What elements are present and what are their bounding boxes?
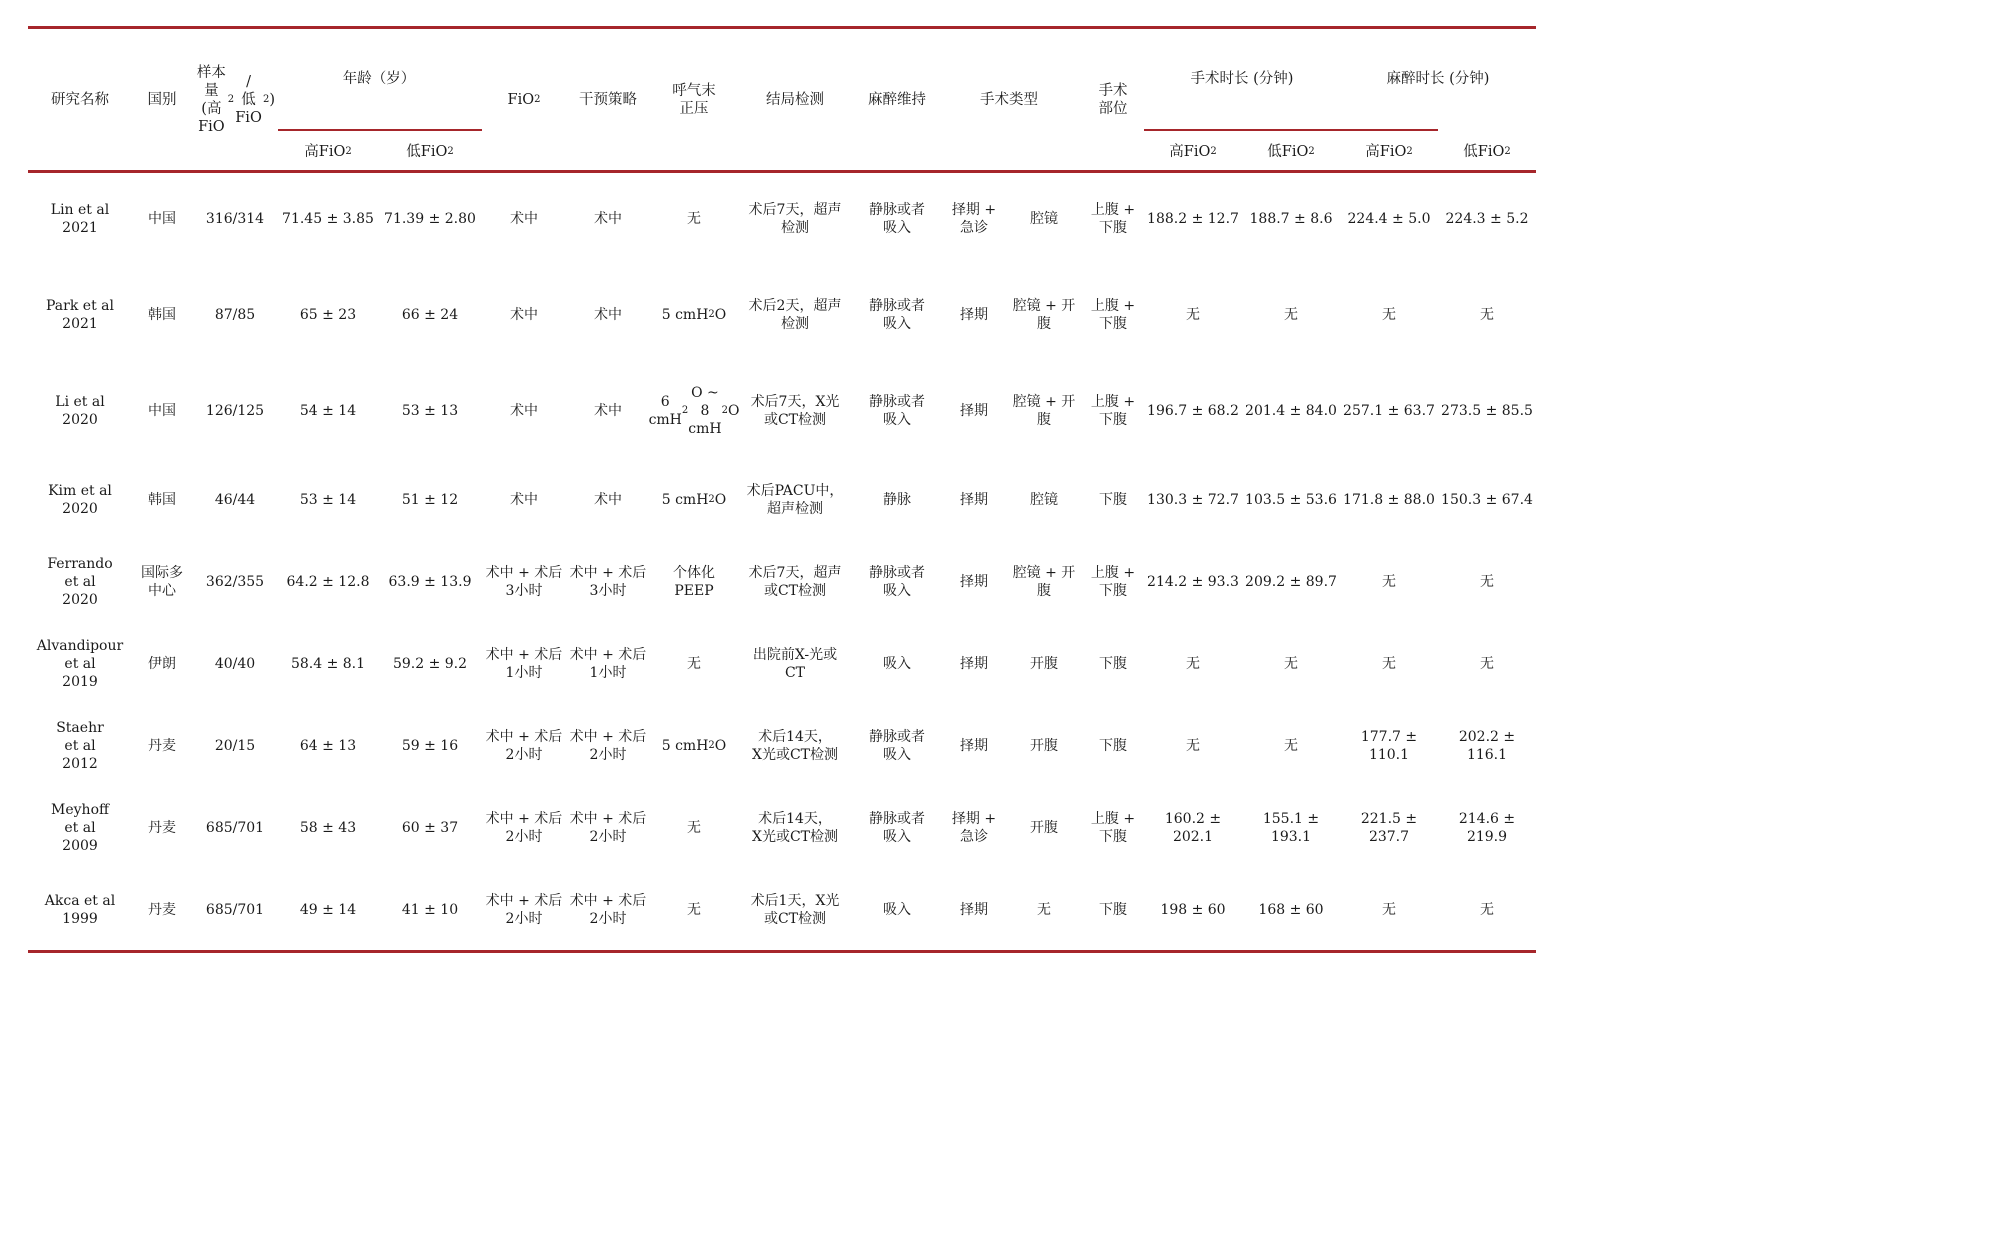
cell-age-low: 59.2 ± 9.2 <box>392 656 468 672</box>
cell-op-low: 无 <box>1284 738 1298 754</box>
cell-site: 下腹 <box>1099 902 1127 918</box>
cell-urgency: 择期 <box>960 307 988 323</box>
cell-age-low: 59 ± 16 <box>401 738 459 754</box>
cell-urgency: 择期 + 急诊 <box>951 811 997 845</box>
cell-site: 上腹 + 下腹 <box>1090 298 1136 332</box>
cell-outcome: 术后14天， X光或CT检测 <box>751 811 839 845</box>
cell-peep: 无 <box>687 656 701 672</box>
cell-strategy: 术中 + 术后 1小时 <box>569 647 647 681</box>
cell-site: 下腹 <box>1099 492 1127 508</box>
cell-site: 上腹 + 下腹 <box>1090 811 1136 845</box>
cell-fio2: 术中 + 术后 2小时 <box>485 811 563 845</box>
header-outcome: 结局检测 <box>766 92 824 108</box>
cell-urgency: 择期 <box>960 902 988 918</box>
cell-peep: 5 cmH 2 O <box>661 492 727 508</box>
cell-an-low: 无 <box>1480 902 1494 918</box>
cell-anesthesia: 静脉或者 吸入 <box>869 202 925 236</box>
cell-anesthesia: 静脉 <box>883 492 911 508</box>
cell-country: 丹麦 <box>148 902 176 918</box>
subheader-high-fio2: 高FiO 2 <box>304 144 352 160</box>
cell-anesthesia: 静脉或者 吸入 <box>869 394 925 428</box>
cell-fio2: 术中 + 术后 1小时 <box>485 647 563 681</box>
cell-strategy: 术中 <box>594 211 622 227</box>
cell-approach: 开腹 <box>1030 656 1058 672</box>
cell-an-high: 无 <box>1382 307 1396 323</box>
header-fio2: FiO 2 <box>507 92 541 108</box>
cell-age-low: 41 ± 10 <box>401 902 459 918</box>
cell-age-low: 71.39 ± 2.80 <box>384 211 476 227</box>
cell-fio2: 术中 <box>510 307 538 323</box>
cell-sample: 685/701 <box>205 902 265 918</box>
cell-op-high: 160.2 ± 202.1 <box>1164 811 1222 845</box>
subheader-low-fio2: 低FiO 2 <box>406 144 454 160</box>
cell-approach: 腔镜 <box>1030 211 1058 227</box>
cell-an-low: 无 <box>1480 574 1494 590</box>
cell-peep: 无 <box>687 211 701 227</box>
cell-an-low: 202.2 ± 116.1 <box>1458 729 1516 763</box>
header-sample: 样本量 (高FiO 2 / 低FiO 2 ) <box>196 65 275 135</box>
header-strategy: 干预策略 <box>579 92 637 108</box>
cell-peep: 6 cmH 2 O ~ 8 cmH 2 O <box>648 385 740 437</box>
cell-age-low: 51 ± 12 <box>401 492 459 508</box>
cell-op-high: 无 <box>1186 307 1200 323</box>
cell-age-high: 58 ± 43 <box>299 820 357 836</box>
cell-country: 伊朗 <box>148 656 176 672</box>
cell-anesthesia: 吸入 <box>883 656 911 672</box>
cell-age-high: 64 ± 13 <box>299 738 357 754</box>
cell-peep: 无 <box>687 902 701 918</box>
age-group-rule <box>278 129 482 131</box>
cell-sample: 20/15 <box>214 738 256 754</box>
cell-peep: 5 cmH 2 O <box>661 307 727 323</box>
cell-approach: 腔镜 + 开 腹 <box>1012 565 1076 599</box>
cell-sample: 46/44 <box>214 492 256 508</box>
cell-study: Meyhoff et al 2009 <box>51 802 109 854</box>
table-bottom-rule <box>28 950 1536 953</box>
cell-age-high: 53 ± 14 <box>299 492 357 508</box>
cell-outcome: 术后PACU中， 超声检测 <box>746 483 844 517</box>
cell-an-low: 214.6 ± 219.9 <box>1458 811 1516 845</box>
cell-op-high: 198 ± 60 <box>1160 902 1226 918</box>
cell-study: Alvandipour et al 2019 <box>36 638 124 690</box>
table-top-rule <box>28 26 1536 29</box>
cell-strategy: 术中 <box>594 307 622 323</box>
cell-anesthesia: 静脉或者 吸入 <box>869 565 925 599</box>
header-peep: 呼气末 正压 <box>672 83 716 117</box>
cell-approach: 腔镜 + 开 腹 <box>1012 298 1076 332</box>
cell-strategy: 术中 + 术后 2小时 <box>569 811 647 845</box>
cell-an-high: 无 <box>1382 656 1396 672</box>
header-op-group: 手术时长 (分钟) <box>1190 71 1294 87</box>
cell-op-low: 无 <box>1284 656 1298 672</box>
cell-study: Staehr et al 2012 <box>56 720 104 772</box>
cell-an-low: 150.3 ± 67.4 <box>1441 492 1533 508</box>
cell-approach: 开腹 <box>1030 820 1058 836</box>
cell-strategy: 术中 + 术后 2小时 <box>569 729 647 763</box>
cell-an-low: 无 <box>1480 656 1494 672</box>
cell-site: 下腹 <box>1099 738 1127 754</box>
cell-anesthesia: 吸入 <box>883 902 911 918</box>
cell-peep: 5 cmH 2 O <box>661 738 727 754</box>
cell-outcome: 术后1天，X光 或CT检测 <box>750 893 840 927</box>
header-country: 国别 <box>147 92 177 108</box>
cell-op-low: 168 ± 60 <box>1258 902 1324 918</box>
cell-outcome: 术后7天，超声 检测 <box>748 202 842 236</box>
header-site: 手术 部位 <box>1098 83 1128 117</box>
cell-age-high: 54 ± 14 <box>299 403 357 419</box>
cell-an-low: 224.3 ± 5.2 <box>1445 211 1529 227</box>
subheader-low-fio2: 低FiO 2 <box>1267 144 1315 160</box>
cell-fio2: 术中 + 术后 2小时 <box>485 729 563 763</box>
cell-an-high: 无 <box>1382 902 1396 918</box>
header-surgery-type: 手术类型 <box>980 92 1038 108</box>
cell-study: Ferrando et al 2020 <box>47 556 113 608</box>
cell-country: 中国 <box>148 403 176 419</box>
cell-op-low: 无 <box>1284 307 1298 323</box>
cell-site: 上腹 + 下腹 <box>1090 565 1136 599</box>
cell-urgency: 择期 <box>960 656 988 672</box>
cell-study: Park et al 2021 <box>46 298 114 332</box>
cell-outcome: 术后14天， X光或CT检测 <box>751 729 839 763</box>
cell-op-high: 无 <box>1186 656 1200 672</box>
cell-strategy: 术中 + 术后 2小时 <box>569 893 647 927</box>
cell-age-high: 58.4 ± 8.1 <box>290 656 366 672</box>
cell-peep: 个体化 PEEP <box>673 565 715 599</box>
cell-sample: 40/40 <box>214 656 256 672</box>
cell-site: 上腹 + 下腹 <box>1090 394 1136 428</box>
cell-anesthesia: 静脉或者 吸入 <box>869 298 925 332</box>
cell-fio2: 术中 <box>510 211 538 227</box>
cell-an-high: 171.8 ± 88.0 <box>1343 492 1435 508</box>
cell-sample: 316/314 <box>205 211 265 227</box>
header-study: 研究名称 <box>51 92 109 108</box>
cell-country: 韩国 <box>148 307 176 323</box>
cell-age-low: 66 ± 24 <box>401 307 459 323</box>
cell-sample: 87/85 <box>214 307 256 323</box>
cell-sample: 685/701 <box>205 820 265 836</box>
cell-an-low: 无 <box>1480 307 1494 323</box>
cell-op-low: 155.1 ± 193.1 <box>1262 811 1320 845</box>
header-anesthesia: 麻醉维持 <box>868 92 926 108</box>
header-age-group: 年龄（岁） <box>342 71 416 87</box>
cell-urgency: 择期 <box>960 738 988 754</box>
cell-strategy: 术中 + 术后 3小时 <box>569 565 647 599</box>
cell-strategy: 术中 <box>594 403 622 419</box>
cell-op-low: 201.4 ± 84.0 <box>1245 403 1337 419</box>
cell-strategy: 术中 <box>594 492 622 508</box>
cell-age-high: 71.45 ± 3.85 <box>282 211 374 227</box>
cell-fio2: 术中 <box>510 492 538 508</box>
cell-age-high: 49 ± 14 <box>299 902 357 918</box>
cell-urgency: 择期 <box>960 403 988 419</box>
cell-country: 中国 <box>148 211 176 227</box>
cell-study: Li et al 2020 <box>55 394 105 428</box>
subheader-high-fio2: 高FiO 2 <box>1169 144 1217 160</box>
cell-study: Kim et al 2020 <box>48 483 112 517</box>
cell-op-high: 196.7 ± 68.2 <box>1147 403 1239 419</box>
cell-an-high: 224.4 ± 5.0 <box>1347 211 1431 227</box>
cell-country: 丹麦 <box>148 820 176 836</box>
cell-urgency: 择期 <box>960 492 988 508</box>
subheader-high-fio2: 高FiO 2 <box>1365 144 1413 160</box>
cell-op-high: 130.3 ± 72.7 <box>1147 492 1239 508</box>
cell-outcome: 术后7天，X光 或CT检测 <box>750 394 840 428</box>
cell-sample: 362/355 <box>205 574 265 590</box>
cell-op-high: 无 <box>1186 738 1200 754</box>
cell-age-low: 63.9 ± 13.9 <box>388 574 472 590</box>
cell-country: 国际多 中心 <box>141 565 183 599</box>
cell-age-low: 60 ± 37 <box>401 820 459 836</box>
cell-study: Lin et al 2021 <box>50 202 110 236</box>
op-duration-group-rule <box>1144 129 1438 131</box>
cell-study: Akca et al 1999 <box>44 893 116 927</box>
cell-an-high: 177.7 ± 110.1 <box>1360 729 1418 763</box>
cell-an-high: 无 <box>1382 574 1396 590</box>
cell-op-low: 209.2 ± 89.7 <box>1245 574 1337 590</box>
cell-sample: 126/125 <box>205 403 265 419</box>
cell-peep: 无 <box>687 820 701 836</box>
cell-site: 上腹 + 下腹 <box>1090 202 1136 236</box>
cell-fio2: 术中 <box>510 403 538 419</box>
cell-an-high: 221.5 ± 237.7 <box>1360 811 1418 845</box>
cell-approach: 无 <box>1037 902 1051 918</box>
cell-site: 下腹 <box>1099 656 1127 672</box>
cell-anesthesia: 静脉或者 吸入 <box>869 811 925 845</box>
cell-an-high: 257.1 ± 63.7 <box>1343 403 1435 419</box>
cell-outcome: 术后7天，超声 或CT检测 <box>748 565 842 599</box>
cell-urgency: 择期 + 急诊 <box>951 202 997 236</box>
cell-age-high: 65 ± 23 <box>299 307 357 323</box>
cell-country: 韩国 <box>148 492 176 508</box>
cell-op-high: 214.2 ± 93.3 <box>1147 574 1239 590</box>
cell-urgency: 择期 <box>960 574 988 590</box>
subheader-low-fio2: 低FiO 2 <box>1463 144 1511 160</box>
cell-outcome: 出院前X-光或 CT <box>752 647 838 681</box>
header-an-group: 麻醉时长 (分钟) <box>1386 71 1490 87</box>
cell-an-low: 273.5 ± 85.5 <box>1441 403 1533 419</box>
cell-approach: 腔镜 <box>1030 492 1058 508</box>
cell-outcome: 术后2天，超声 检测 <box>748 298 842 332</box>
cell-fio2: 术中 + 术后 3小时 <box>485 565 563 599</box>
cell-approach: 腔镜 + 开 腹 <box>1012 394 1076 428</box>
cell-op-high: 188.2 ± 12.7 <box>1147 211 1239 227</box>
header-bottom-rule <box>28 170 1536 173</box>
cell-age-low: 53 ± 13 <box>401 403 459 419</box>
cell-age-high: 64.2 ± 12.8 <box>286 574 370 590</box>
cell-op-low: 103.5 ± 53.6 <box>1245 492 1337 508</box>
cell-anesthesia: 静脉或者 吸入 <box>869 729 925 763</box>
cell-country: 丹麦 <box>148 738 176 754</box>
cell-approach: 开腹 <box>1030 738 1058 754</box>
cell-fio2: 术中 + 术后 2小时 <box>485 893 563 927</box>
cell-op-low: 188.7 ± 8.6 <box>1249 211 1333 227</box>
